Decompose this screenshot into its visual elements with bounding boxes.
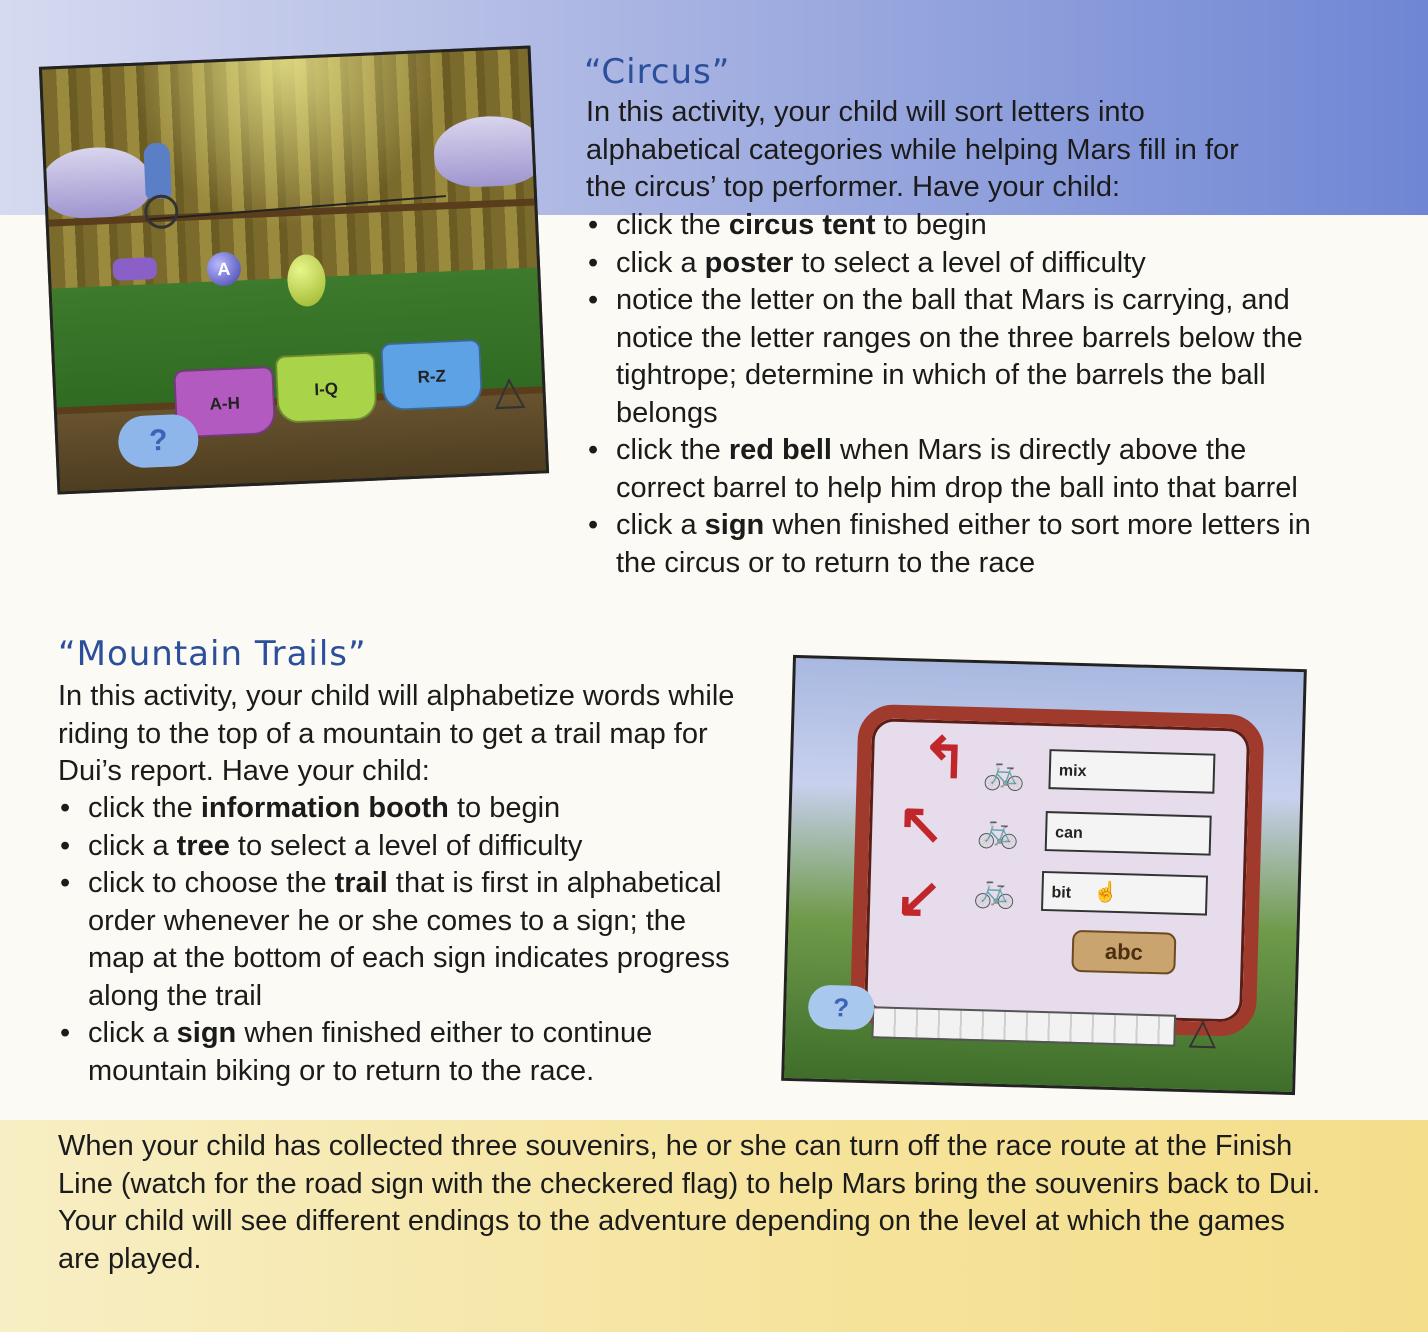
word-option-mix[interactable]: mix bbox=[1048, 749, 1215, 794]
barrel-r-z[interactable] bbox=[380, 339, 483, 411]
red-bell[interactable] bbox=[112, 257, 157, 281]
mountain-trails-screenshot bbox=[781, 655, 1307, 1095]
exit-sign-icon[interactable]: △ bbox=[1188, 1010, 1218, 1052]
list-item: • click a sign when finished either to continue mountain biking or to return to the race. bbox=[58, 1015, 738, 1090]
abc-plank: abc bbox=[1071, 930, 1176, 975]
list-item: • click the circus tent to begin bbox=[586, 207, 1326, 245]
word-option-bit[interactable]: bit bbox=[1041, 871, 1208, 916]
bicycle-icon: 🚲 bbox=[973, 871, 1017, 911]
list-item: • click the information booth to begin bbox=[58, 790, 738, 828]
list-item: • click a sign when finished either to sort more letters in the circus or to return to the race bbox=[586, 507, 1326, 582]
trail-sign bbox=[850, 704, 1265, 1037]
down-left-arrow-icon[interactable]: ↙ bbox=[894, 864, 944, 930]
word-option-can[interactable]: can bbox=[1045, 811, 1212, 856]
list-item: • click a poster to select a level of difficulty bbox=[586, 245, 1326, 283]
barrel-label: R-Z bbox=[417, 366, 447, 387]
letter-ball: A bbox=[206, 251, 241, 286]
list-item: • click the red bell when Mars is directly above the correct barrel to help him drop the ball into that barrel bbox=[586, 432, 1326, 507]
hand-cursor-icon: ☝ bbox=[1093, 881, 1119, 905]
mountain-trails-intro: In this activity, your child will alphabetize words while riding to the top of a mountain to get a trail map for Dui’s report. Have your child: bbox=[58, 680, 735, 787]
bicycle-icon: 🚲 bbox=[976, 811, 1021, 851]
footer-text: When your child has collected three souvenirs, he or she can turn off the race route at the Finish Line (watch for the road sign with the checkered flag) to help Mars bring the souvenirs back to Dui. Your child will see different endings to the adventure depending on the level at which the games are played. bbox=[58, 1130, 1321, 1275]
circus-instructions bbox=[586, 207, 1326, 582]
mountain-trails-heading: “Mountain Trails” bbox=[58, 634, 367, 674]
up-arrow-icon[interactable]: ↰ bbox=[920, 725, 970, 790]
bicycle-icon: 🚲 bbox=[982, 753, 1026, 793]
question-cloud-icon[interactable]: ? bbox=[808, 984, 875, 1030]
circus-intro: In this activity, your child will sort letters into alphabetical categories while helping Mars fill in for the circus’ top performer. Have your child: bbox=[586, 96, 1239, 203]
mars-character bbox=[143, 142, 171, 199]
list-item: • click a tree to select a level of difficulty bbox=[58, 828, 738, 866]
barrel-label: A-H bbox=[209, 393, 241, 414]
mountain-trails-instructions bbox=[58, 790, 738, 1090]
barrel-label: I-Q bbox=[314, 379, 339, 400]
barrel-i-q[interactable] bbox=[275, 352, 378, 424]
question-cloud-icon[interactable]: ? bbox=[117, 413, 199, 468]
circus-screenshot bbox=[39, 45, 549, 494]
list-item: • click to choose the trail that is first in alphabetical order whenever he or she comes to a sign; the map at the bottom of each sign indicates progress along the trail bbox=[58, 865, 738, 1015]
list-item: • notice the letter on the ball that Mars is carrying, and notice the letter ranges on the three barrels below the tightrope; determine in which of the barrels the ball belongs bbox=[586, 282, 1326, 432]
left-arrow-icon[interactable]: ↖ bbox=[896, 790, 946, 856]
exit-sign-icon[interactable]: △ bbox=[493, 368, 526, 414]
circus-heading: “Circus” bbox=[584, 52, 731, 92]
